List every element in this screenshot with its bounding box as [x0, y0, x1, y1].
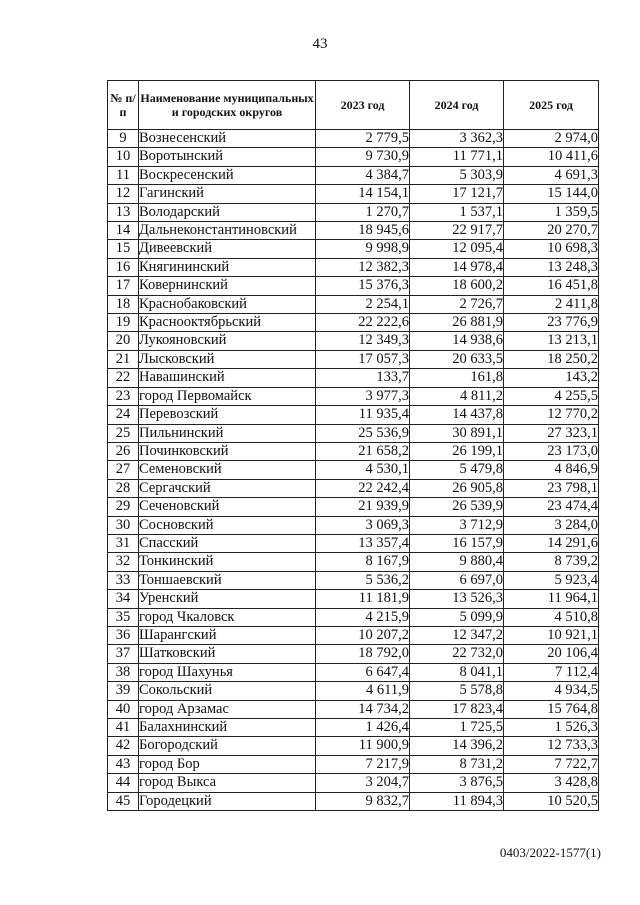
municipality-name: Дальнеконстантиновский — [139, 222, 316, 240]
value-2023: 11 900,9 — [316, 737, 410, 755]
table-row — [108, 350, 599, 368]
table-row — [108, 590, 599, 608]
value-2024: 26 199,1 — [410, 442, 504, 460]
municipality-name: Городецкий — [139, 792, 316, 810]
municipality-name: Починковский — [139, 442, 316, 460]
municipality-name: город Выкса — [139, 774, 316, 792]
municipality-name: Шарангский — [139, 626, 316, 644]
value-2025: 10 411,6 — [504, 148, 599, 166]
table-row — [108, 663, 599, 681]
row-number: 18 — [108, 295, 139, 313]
value-2025: 14 291,6 — [504, 534, 599, 552]
value-2024: 161,8 — [410, 369, 504, 387]
municipality-name: город Шахунья — [139, 663, 316, 681]
row-number: 23 — [108, 387, 139, 405]
value-2024: 13 526,3 — [410, 590, 504, 608]
row-number: 29 — [108, 498, 139, 516]
municipality-name: Воротынский — [139, 148, 316, 166]
row-number: 16 — [108, 258, 139, 276]
header-2023: 2023 год — [316, 81, 410, 130]
value-2023: 3 977,3 — [316, 387, 410, 405]
value-2023: 11 181,9 — [316, 590, 410, 608]
value-2025: 2 974,0 — [504, 130, 599, 148]
value-2025: 10 921,1 — [504, 626, 599, 644]
value-2023: 9 832,7 — [316, 792, 410, 810]
table-row — [108, 461, 599, 479]
value-2025: 4 255,5 — [504, 387, 599, 405]
table-row — [108, 682, 599, 700]
value-2024: 26 905,8 — [410, 479, 504, 497]
table-row — [108, 608, 599, 626]
value-2023: 2 254,1 — [316, 295, 410, 313]
table-row — [108, 130, 599, 148]
table-header-row — [108, 81, 599, 130]
value-2023: 4 215,9 — [316, 608, 410, 626]
row-number: 38 — [108, 663, 139, 681]
value-2023: 25 536,9 — [316, 424, 410, 442]
value-2025: 1 526,3 — [504, 719, 599, 737]
value-2024: 5 578,8 — [410, 682, 504, 700]
row-number: 36 — [108, 626, 139, 644]
value-2024: 5 479,8 — [410, 461, 504, 479]
value-2024: 12 095,4 — [410, 240, 504, 258]
value-2025: 2 411,8 — [504, 295, 599, 313]
table-row — [108, 700, 599, 718]
value-2025: 8 739,2 — [504, 553, 599, 571]
value-2023: 13 357,4 — [316, 534, 410, 552]
value-2023: 3 069,3 — [316, 516, 410, 534]
table-row — [108, 222, 599, 240]
table-row — [108, 240, 599, 258]
table-row — [108, 203, 599, 221]
value-2025: 3 428,8 — [504, 774, 599, 792]
row-number: 42 — [108, 737, 139, 755]
municipality-name: Ковернинский — [139, 277, 316, 295]
value-2025: 1 359,5 — [504, 203, 599, 221]
municipality-name: Спасский — [139, 534, 316, 552]
value-2025: 23 474,4 — [504, 498, 599, 516]
row-number: 35 — [108, 608, 139, 626]
value-2025: 143,2 — [504, 369, 599, 387]
value-2024: 14 437,8 — [410, 406, 504, 424]
value-2024: 17 823,4 — [410, 700, 504, 718]
value-2025: 12 733,3 — [504, 737, 599, 755]
municipality-name: город Первомайск — [139, 387, 316, 405]
row-number: 34 — [108, 590, 139, 608]
row-number: 27 — [108, 461, 139, 479]
value-2023: 4 611,9 — [316, 682, 410, 700]
value-2024: 4 811,2 — [410, 387, 504, 405]
value-2025: 4 510,8 — [504, 608, 599, 626]
value-2025: 5 923,4 — [504, 571, 599, 589]
municipality-name: Богородский — [139, 737, 316, 755]
row-number: 41 — [108, 719, 139, 737]
row-number: 31 — [108, 534, 139, 552]
value-2024: 18 600,2 — [410, 277, 504, 295]
row-number: 43 — [108, 755, 139, 773]
municipality-name: Уренский — [139, 590, 316, 608]
table-row — [108, 737, 599, 755]
value-2024: 1 537,1 — [410, 203, 504, 221]
value-2024: 1 725,5 — [410, 719, 504, 737]
value-2024: 9 880,4 — [410, 553, 504, 571]
municipality-name: Перевозский — [139, 406, 316, 424]
value-2024: 5 099,9 — [410, 608, 504, 626]
value-2025: 13 248,3 — [504, 258, 599, 276]
value-2024: 3 712,9 — [410, 516, 504, 534]
value-2025: 10 698,3 — [504, 240, 599, 258]
table-row — [108, 424, 599, 442]
table-row — [108, 479, 599, 497]
municipality-name: Княгининский — [139, 258, 316, 276]
value-2023: 4 384,7 — [316, 166, 410, 184]
table-row — [108, 166, 599, 184]
value-2025: 11 964,1 — [504, 590, 599, 608]
value-2024: 22 732,0 — [410, 645, 504, 663]
value-2024: 2 726,7 — [410, 295, 504, 313]
value-2025: 27 323,1 — [504, 424, 599, 442]
table-row — [108, 516, 599, 534]
header-num: № п/п — [108, 81, 139, 130]
row-number: 39 — [108, 682, 139, 700]
row-number: 9 — [108, 130, 139, 148]
row-number: 19 — [108, 314, 139, 332]
value-2025: 4 934,5 — [504, 682, 599, 700]
value-2023: 5 536,2 — [316, 571, 410, 589]
value-2025: 12 770,2 — [504, 406, 599, 424]
value-2023: 4 530,1 — [316, 461, 410, 479]
row-number: 30 — [108, 516, 139, 534]
row-number: 20 — [108, 332, 139, 350]
row-number: 45 — [108, 792, 139, 810]
table-row — [108, 369, 599, 387]
value-2023: 9 730,9 — [316, 148, 410, 166]
value-2023: 6 647,4 — [316, 663, 410, 681]
row-number: 11 — [108, 166, 139, 184]
value-2023: 18 792,0 — [316, 645, 410, 663]
table-row — [108, 534, 599, 552]
row-number: 10 — [108, 148, 139, 166]
row-number: 40 — [108, 700, 139, 718]
municipality-name: Лукояновский — [139, 332, 316, 350]
value-2024: 14 396,2 — [410, 737, 504, 755]
municipality-name: Сергачский — [139, 479, 316, 497]
table-row — [108, 719, 599, 737]
municipality-name: Володарский — [139, 203, 316, 221]
municipality-name: Балахнинский — [139, 719, 316, 737]
value-2024: 6 697,0 — [410, 571, 504, 589]
header-2024: 2024 год — [410, 81, 504, 130]
municipality-name: Воскресенский — [139, 166, 316, 184]
value-2023: 10 207,2 — [316, 626, 410, 644]
row-number: 28 — [108, 479, 139, 497]
value-2023: 22 242,4 — [316, 479, 410, 497]
value-2024: 14 978,4 — [410, 258, 504, 276]
table-row — [108, 571, 599, 589]
table-row — [108, 332, 599, 350]
table-row — [108, 185, 599, 203]
row-number: 13 — [108, 203, 139, 221]
value-2025: 23 173,0 — [504, 442, 599, 460]
value-2024: 26 881,9 — [410, 314, 504, 332]
table-row — [108, 277, 599, 295]
value-2024: 14 938,6 — [410, 332, 504, 350]
value-2023: 12 382,3 — [316, 258, 410, 276]
value-2023: 14 154,1 — [316, 185, 410, 203]
value-2024: 11 894,3 — [410, 792, 504, 810]
value-2023: 14 734,2 — [316, 700, 410, 718]
municipality-name: Сеченовский — [139, 498, 316, 516]
value-2025: 15 764,8 — [504, 700, 599, 718]
value-2023: 21 939,9 — [316, 498, 410, 516]
municipality-name: Тоншаевский — [139, 571, 316, 589]
value-2025: 7 112,4 — [504, 663, 599, 681]
table-row — [108, 314, 599, 332]
value-2023: 7 217,9 — [316, 755, 410, 773]
value-2023: 18 945,6 — [316, 222, 410, 240]
municipality-name: Гагинский — [139, 185, 316, 203]
municipality-name: город Чкаловск — [139, 608, 316, 626]
table-row — [108, 258, 599, 276]
value-2023: 17 057,3 — [316, 350, 410, 368]
row-number: 25 — [108, 424, 139, 442]
table-row — [108, 498, 599, 516]
value-2023: 1 426,4 — [316, 719, 410, 737]
table-row — [108, 387, 599, 405]
value-2024: 3 362,3 — [410, 130, 504, 148]
value-2024: 20 633,5 — [410, 350, 504, 368]
value-2024: 22 917,7 — [410, 222, 504, 240]
municipality-name: Семеновский — [139, 461, 316, 479]
value-2024: 8 041,1 — [410, 663, 504, 681]
value-2024: 11 771,1 — [410, 148, 504, 166]
value-2024: 30 891,1 — [410, 424, 504, 442]
row-number: 32 — [108, 553, 139, 571]
municipality-name: Пильнинский — [139, 424, 316, 442]
value-2023: 2 779,5 — [316, 130, 410, 148]
value-2025: 18 250,2 — [504, 350, 599, 368]
value-2024: 16 157,9 — [410, 534, 504, 552]
value-2025: 23 776,9 — [504, 314, 599, 332]
value-2025: 20 106,4 — [504, 645, 599, 663]
municipality-name: Тонкинский — [139, 553, 316, 571]
municipality-name: Сосновский — [139, 516, 316, 534]
value-2023: 22 222,6 — [316, 314, 410, 332]
table-row — [108, 148, 599, 166]
value-2025: 4 846,9 — [504, 461, 599, 479]
row-number: 33 — [108, 571, 139, 589]
value-2024: 3 876,5 — [410, 774, 504, 792]
municipality-name: город Бор — [139, 755, 316, 773]
row-number: 15 — [108, 240, 139, 258]
row-number: 44 — [108, 774, 139, 792]
row-number: 14 — [108, 222, 139, 240]
municipality-name: Лысковский — [139, 350, 316, 368]
row-number: 17 — [108, 277, 139, 295]
value-2023: 9 998,9 — [316, 240, 410, 258]
budget-table — [107, 80, 599, 811]
municipality-name: Сокольский — [139, 682, 316, 700]
page-number: 43 — [312, 36, 328, 52]
value-2024: 26 539,9 — [410, 498, 504, 516]
table-row — [108, 442, 599, 460]
municipality-name: Краснооктябрьский — [139, 314, 316, 332]
municipality-name: Краснобаковский — [139, 295, 316, 313]
row-number: 37 — [108, 645, 139, 663]
table-row — [108, 406, 599, 424]
table-row — [108, 295, 599, 313]
row-number: 26 — [108, 442, 139, 460]
value-2023: 3 204,7 — [316, 774, 410, 792]
table-body — [108, 130, 599, 811]
value-2024: 12 347,2 — [410, 626, 504, 644]
value-2024: 5 303,9 — [410, 166, 504, 184]
value-2024: 17 121,7 — [410, 185, 504, 203]
municipality-name: Вознесенский — [139, 130, 316, 148]
value-2023: 133,7 — [316, 369, 410, 387]
table-row — [108, 755, 599, 773]
value-2023: 8 167,9 — [316, 553, 410, 571]
document-code: 0403/2022-1577(1) — [499, 845, 601, 860]
municipality-name: Шатковский — [139, 645, 316, 663]
table-row — [108, 774, 599, 792]
value-2025: 10 520,5 — [504, 792, 599, 810]
value-2025: 20 270,7 — [504, 222, 599, 240]
value-2025: 15 144,0 — [504, 185, 599, 203]
value-2023: 12 349,3 — [316, 332, 410, 350]
value-2025: 4 691,3 — [504, 166, 599, 184]
table-row — [108, 792, 599, 810]
row-number: 22 — [108, 369, 139, 387]
row-number: 24 — [108, 406, 139, 424]
row-number: 12 — [108, 185, 139, 203]
header-2025: 2025 год — [504, 81, 599, 130]
table-row — [108, 553, 599, 571]
value-2024: 8 731,2 — [410, 755, 504, 773]
value-2025: 13 213,1 — [504, 332, 599, 350]
value-2023: 1 270,7 — [316, 203, 410, 221]
municipality-name: Дивеевский — [139, 240, 316, 258]
table-row — [108, 626, 599, 644]
value-2025: 7 722,7 — [504, 755, 599, 773]
header-name: Наименование муниципальных и городских округов — [139, 81, 316, 130]
table-row — [108, 645, 599, 663]
value-2025: 23 798,1 — [504, 479, 599, 497]
value-2023: 11 935,4 — [316, 406, 410, 424]
value-2025: 3 284,0 — [504, 516, 599, 534]
row-number: 21 — [108, 350, 139, 368]
municipality-name: Навашинский — [139, 369, 316, 387]
value-2025: 16 451,8 — [504, 277, 599, 295]
value-2023: 21 658,2 — [316, 442, 410, 460]
value-2023: 15 376,3 — [316, 277, 410, 295]
municipality-name: город Арзамас — [139, 700, 316, 718]
